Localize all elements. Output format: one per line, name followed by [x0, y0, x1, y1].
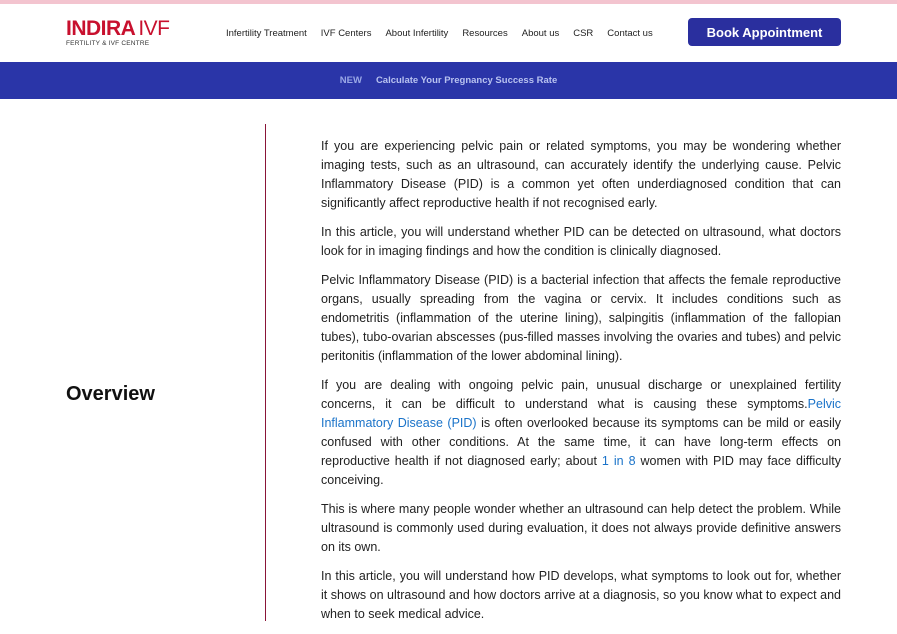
- article-paragraph-4: [321, 376, 841, 490]
- nav-about-infertility[interactable]: About Infertility: [385, 28, 449, 39]
- p4-text-b: is often overlooked because its symptoms can be mild or easily confused with other conditions. At the same time, it can have long-term effects on reproductive health if not diagnosed early; about: [321, 416, 841, 468]
- pid-link[interactable]: Pelvic Inflammatory Disease (PID): [321, 397, 841, 430]
- logo-brand: INDIRA: [66, 17, 136, 40]
- logo-suffix: IVF: [138, 17, 170, 40]
- new-badge: NEW: [339, 75, 362, 86]
- nav-csr[interactable]: CSR: [573, 28, 594, 39]
- section-divider: [265, 124, 266, 621]
- p4-text-a: If you are dealing with ongoing pelvic pain, unusual discharge or unexplained fertility concerns, it can be difficult to understand what is causing these symptoms.: [321, 378, 841, 411]
- main-nav: [226, 28, 667, 39]
- nav-contact-us[interactable]: Contact us: [607, 28, 653, 39]
- p4-text-c: women with PID may face difficulty conceiving.: [321, 454, 841, 487]
- article-body: [321, 137, 841, 634]
- article-paragraph-5: This is where many people wonder whether an ultrasound can help detect the problem. While ultrasound is commonly used during evaluation, it does not always provide definitive answers on its own.: [321, 502, 841, 554]
- nav-ivf-centers[interactable]: IVF Centers: [320, 28, 372, 39]
- logo-wordmark: [66, 18, 170, 39]
- book-appointment-button[interactable]: Book Appointment: [688, 18, 841, 46]
- article-paragraph-3: Pelvic Inflammatory Disease (PID) is a bacterial infection that affects the female reproductive organs, usually spreading from the vagina or cervix. It includes conditions such as endometritis (inflammation of the uterine lining), salpingitis (inflammation of the fallopian tubes), tubo-ovarian abscesses (pus-filled masses involving the ovaries and tubes) and pelvic peritonitis (inflammation of the lower abdominal lining).: [321, 273, 841, 363]
- nav-about-us[interactable]: About us: [521, 28, 560, 39]
- article-paragraph-2: In this article, you will understand whether PID can be detected on ultrasound, what doctors look for in imaging findings and how the condition is clinically diagnosed.: [321, 225, 841, 258]
- one-in-eight-link[interactable]: 1 in 8: [601, 454, 636, 468]
- pregnancy-calculator-link[interactable]: Calculate Your Pregnancy Success Rate: [375, 75, 558, 86]
- article-paragraph-6: In this article, you will understand how PID develops, what symptoms to look out for, whether it shows on ultrasound and how doctors arrive at a diagnosis, so you know what to expect and when to seek medical advice.: [321, 569, 841, 621]
- overview-heading: Overview: [66, 383, 155, 405]
- nav-resources[interactable]: Resources: [462, 28, 508, 39]
- logo-tagline: FERTILITY & IVF CENTRE: [66, 40, 150, 47]
- logo[interactable]: [66, 18, 170, 47]
- article-paragraph-1: If you are experiencing pelvic pain or related symptoms, you may be wondering whether imaging tests, such as an ultrasound, can accurately identify the underlying cause. Pelvic Inflammatory Disease (PID) is a common yet often underdiagnosed condition that can significantly affect reproductive health if not recognised early.: [321, 139, 841, 210]
- nav-infertility-treatment[interactable]: Infertility Treatment: [226, 28, 307, 39]
- site-header: [0, 4, 897, 62]
- promo-banner: [0, 62, 897, 99]
